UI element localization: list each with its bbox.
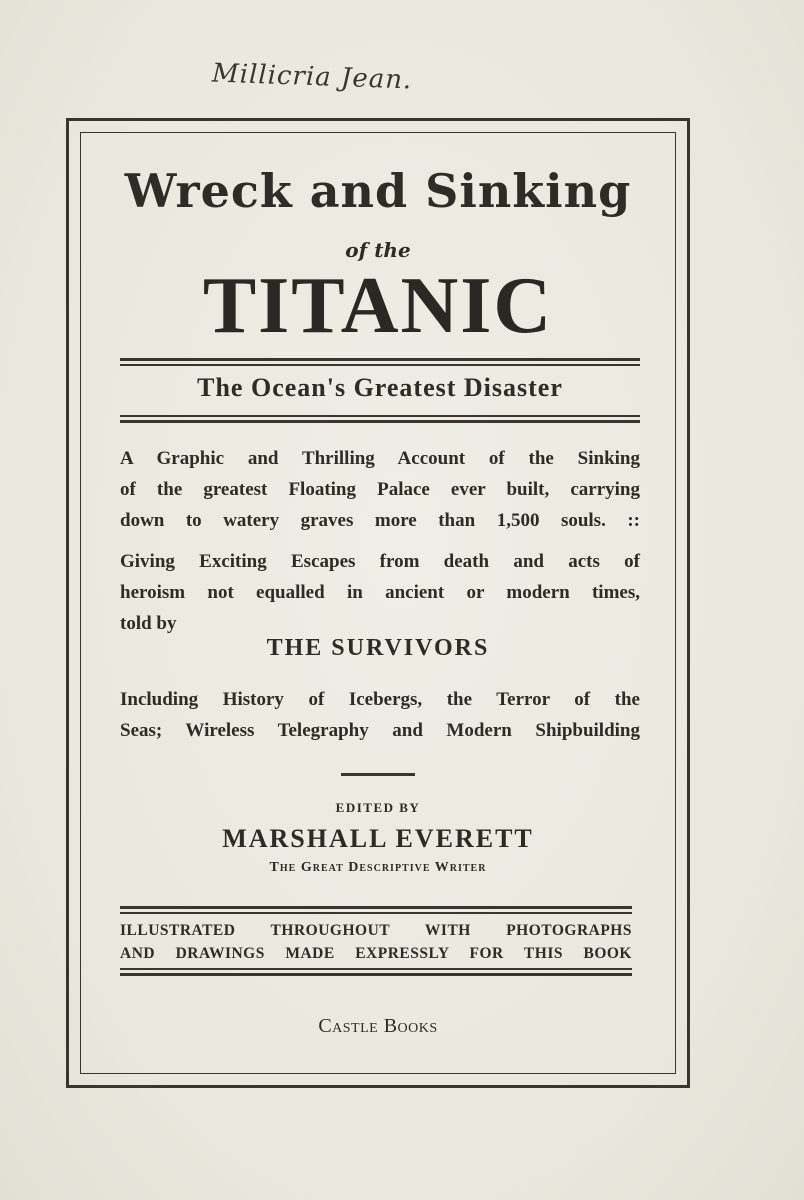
editor-description: The Great Descriptive Writer bbox=[269, 860, 487, 875]
subtitle: The Ocean's Greatest Disaster bbox=[197, 373, 563, 402]
description-paragraph-3 bbox=[120, 684, 640, 746]
survivors-heading: THE SURVIVORS bbox=[266, 635, 490, 661]
illustrated-rule-top-thin bbox=[120, 912, 632, 914]
illustrated-rule-bottom-thick bbox=[120, 973, 632, 976]
edited-by-label: EDITED BY bbox=[335, 800, 421, 815]
title-line-2: of the bbox=[345, 238, 411, 262]
section-divider bbox=[341, 773, 415, 776]
description-3-line-1: Including History of Icebergs, the Terror of the bbox=[120, 689, 640, 710]
description-1-line-1: A Graphic and Thrilling Account of the Sinking bbox=[120, 448, 640, 469]
description-3-line-2: Seas; Wireless Telegraphy and Modern Shipbuilding bbox=[120, 720, 640, 741]
description-paragraph-2 bbox=[120, 546, 640, 639]
title-rule-top-thick bbox=[120, 358, 640, 361]
title-line-1: Wreck and Sinking bbox=[124, 164, 632, 218]
illustrated-line-1: ILLUSTRATED THROUGHOUT WITH PHOTOGRAPHS bbox=[120, 922, 632, 939]
illustrated-rule-bottom-thin bbox=[120, 968, 632, 970]
illustrated-line-2: AND DRAWINGS MADE EXPRESSLY FOR THIS BOOK bbox=[120, 945, 632, 962]
description-1-line-3: down to watery graves more than 1,500 souls. :: bbox=[120, 510, 640, 531]
description-2-line-2: heroism not equalled in ancient or modern times, bbox=[120, 582, 640, 603]
title-rule-top-thin bbox=[120, 364, 640, 366]
subtitle-rule-thick bbox=[120, 420, 640, 423]
description-1-line-2: of the greatest Floating Palace ever built, carrying bbox=[120, 479, 640, 500]
description-paragraph-1 bbox=[120, 443, 640, 536]
illustrated-rule-top-thick bbox=[120, 906, 632, 909]
handwritten-signature: Millicria Jean. bbox=[211, 58, 413, 96]
title-main: TITANIC bbox=[202, 262, 554, 350]
publisher-name: Castle Books bbox=[318, 1015, 438, 1037]
editor-name: MARSHALL EVERETT bbox=[222, 824, 534, 853]
illustrated-note bbox=[120, 919, 632, 965]
description-2-line-1: Giving Exciting Escapes from death and acts of bbox=[120, 551, 640, 572]
subtitle-rule-thin bbox=[120, 415, 640, 417]
description-2-line-3: told by bbox=[120, 613, 177, 634]
